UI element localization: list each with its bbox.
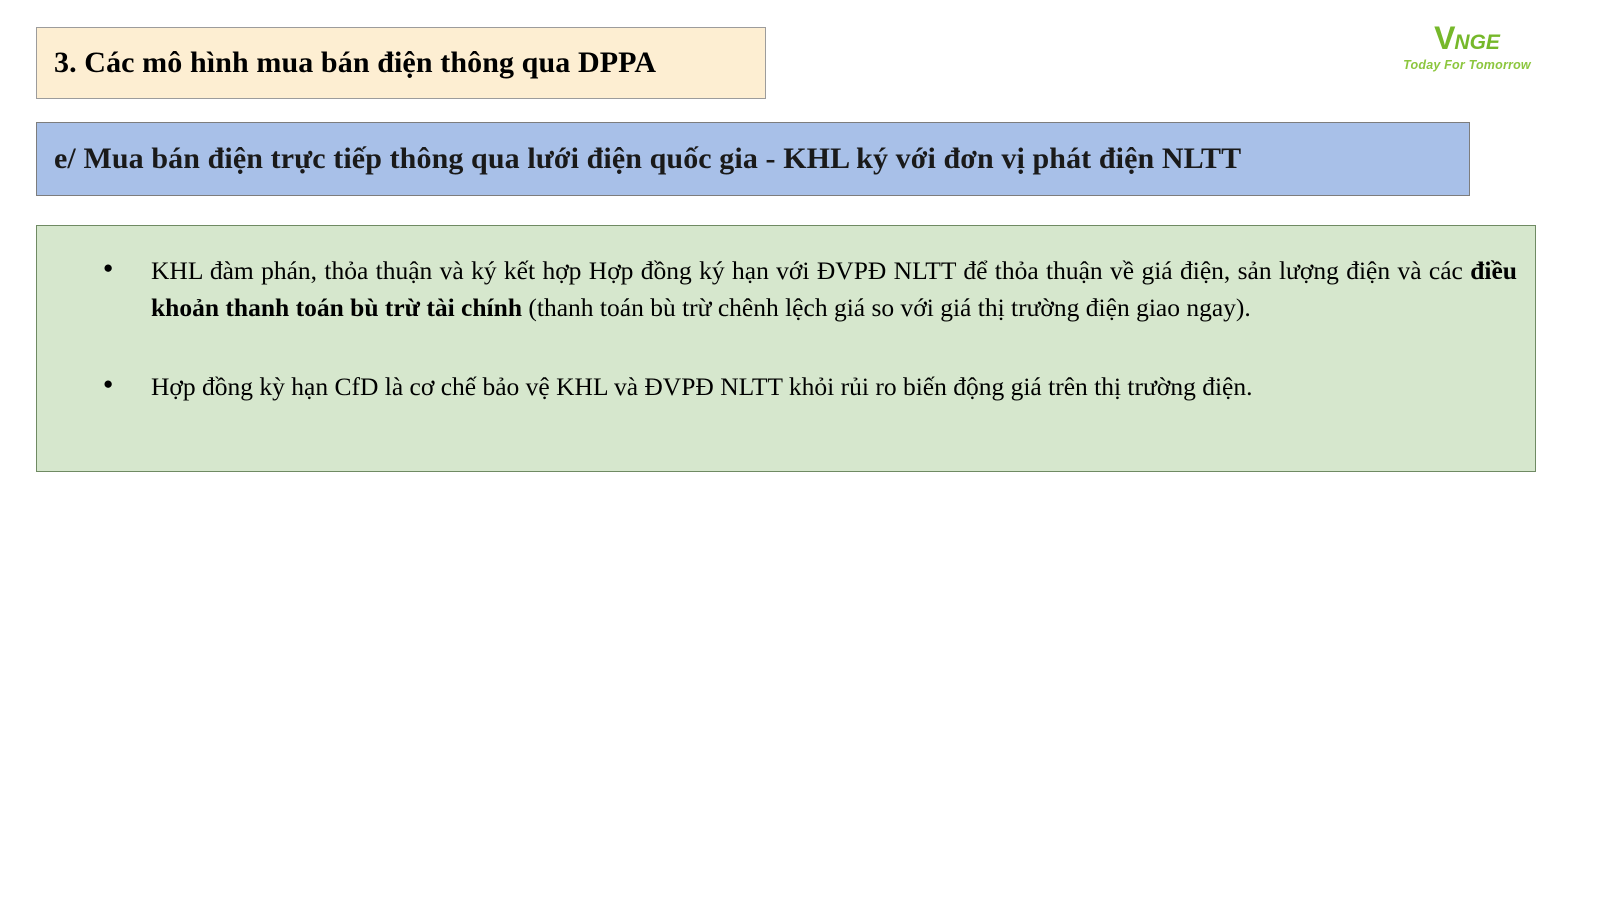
logo-tagline: Today For Tomorrow bbox=[1403, 58, 1531, 72]
section-title-text: 3. Các mô hình mua bán điện thông qua DPPA bbox=[54, 46, 657, 79]
bullet-2-part1: Hợp đồng kỳ hạn CfD là cơ chế bảo vệ KHL và ĐVPĐ NLTT khỏi rủi ro biến động giá trên thị trường điện. bbox=[151, 372, 1253, 402]
company-logo bbox=[1382, 22, 1552, 72]
subtitle-band bbox=[36, 122, 1470, 196]
subtitle-text: e/ Mua bán điện trực tiếp thông qua lưới điện quốc gia - KHL ký với đơn vị phát điện NLTT bbox=[54, 142, 1242, 175]
logo-letters-nge: NGE bbox=[1454, 31, 1500, 54]
logo-wordmark bbox=[1382, 22, 1552, 54]
bullet-1-part2: (thanh toán bù trừ chênh lệch giá so với giá thị trường điện giao ngay). bbox=[522, 293, 1251, 323]
list-item bbox=[61, 252, 1517, 326]
bullet-1-part1: KHL đàm phán, thỏa thuận và ký kết hợp Hợp đồng ký hạn với ĐVPĐ NLTT để thỏa thuận về giá điện, sản lượng điện và các bbox=[151, 256, 1471, 285]
list-item bbox=[61, 368, 1517, 405]
content-box bbox=[36, 225, 1536, 472]
logo-letter-v: V bbox=[1434, 20, 1455, 56]
section-title-box bbox=[36, 27, 766, 99]
bullet-list bbox=[61, 252, 1517, 406]
bullet-1-bold: điều khoản thanh toán bù trừ tài chính bbox=[151, 256, 1517, 323]
